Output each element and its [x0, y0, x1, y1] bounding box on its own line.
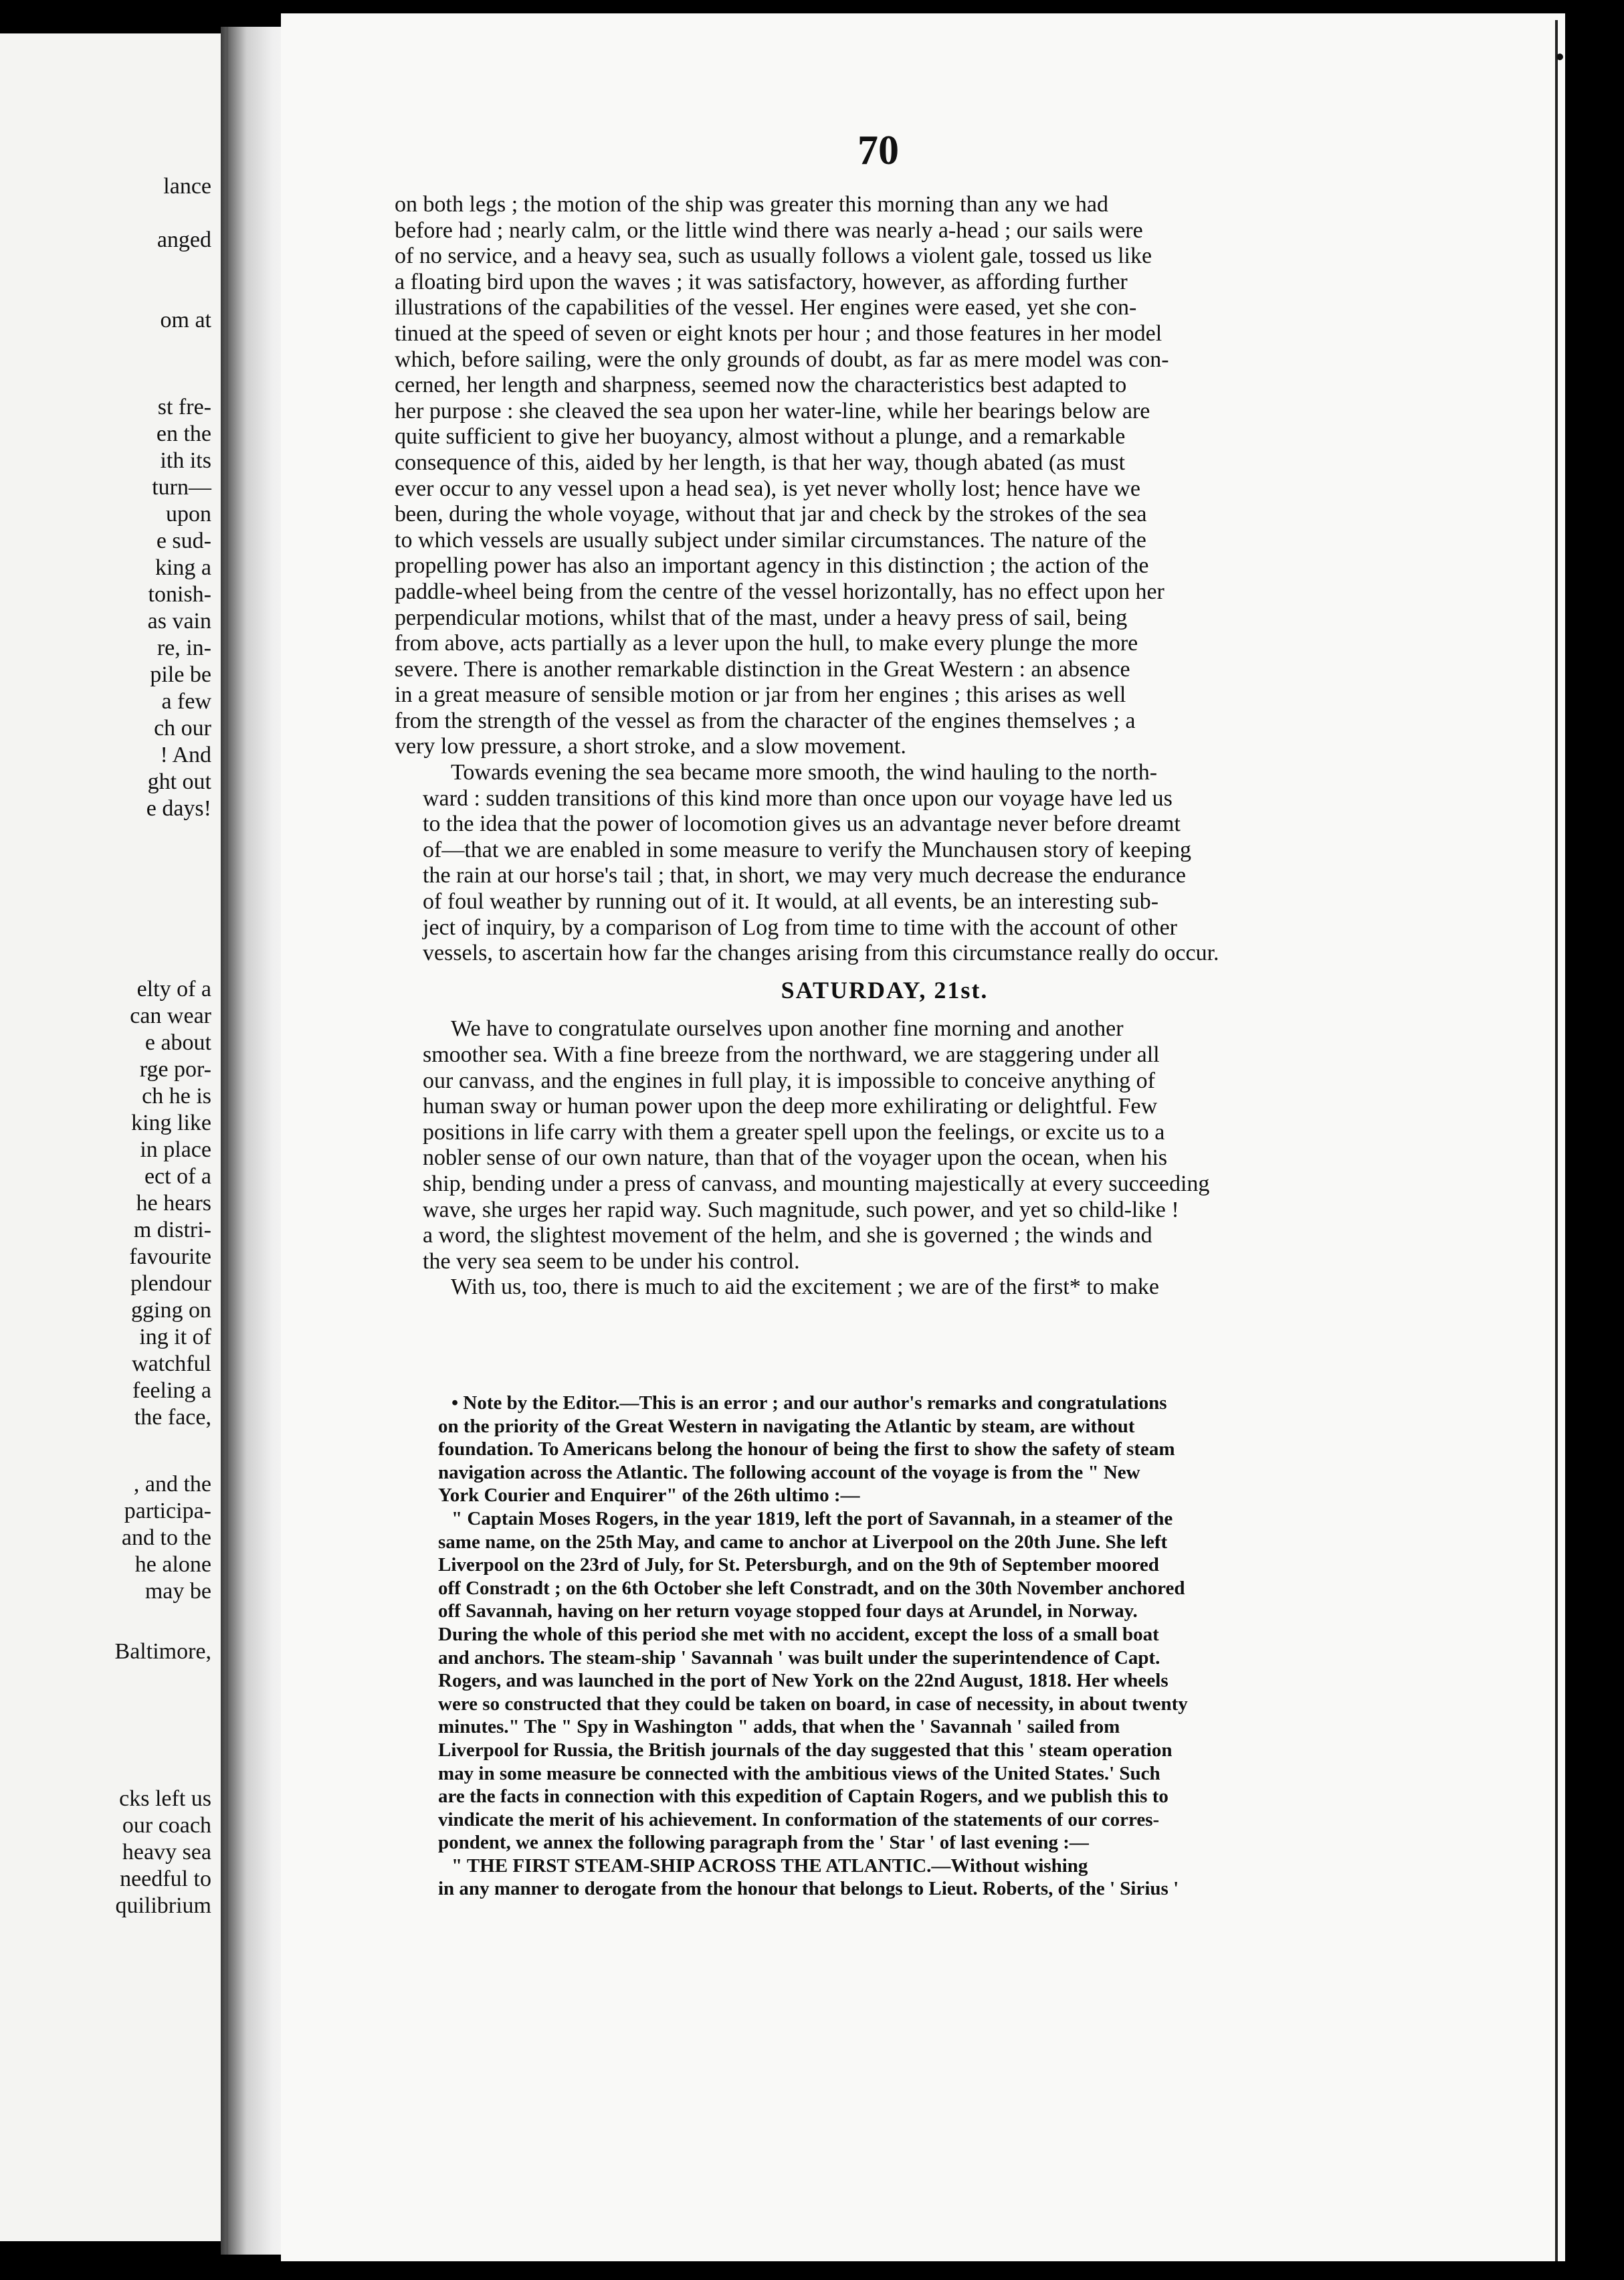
left-page-fragment: rge por- — [139, 1057, 211, 1082]
text-line: Towards evening the sea became more smooth, the wind hauling to the north- — [451, 760, 1158, 785]
paragraph-block-2 — [395, 1016, 1375, 1301]
text-line: human sway or human power upon the deep more exhilirating or delightful. Few — [423, 1094, 1158, 1119]
footnote-line: were so constructed that they could be taken on board, in case of necessity, in about twenty — [438, 1693, 1188, 1715]
text-line: from above, acts partially as a lever upon the hull, to make every plunge the more — [395, 631, 1138, 656]
left-page-fragment: quilibrium — [115, 1893, 211, 1918]
footnote-line: may in some measure be connected with the ambitious views of the United States.' Such — [438, 1762, 1160, 1784]
text-line: quite sufficient to give her buoyancy, almost without a plunge, and a remarkable — [395, 424, 1126, 450]
text-line: propelling power has also an important agency in this distinction ; the action of the — [395, 553, 1149, 579]
left-page-fragment: favourite — [129, 1244, 211, 1269]
left-page-fragment: ! And — [160, 743, 211, 767]
left-page-fragment: elty of a — [136, 977, 211, 1002]
text-line: ward : sudden transitions of this kind more than once upon our voyage have led us — [423, 785, 1173, 811]
left-page-fragment: en the — [156, 421, 211, 446]
text-line: of—that we are enabled in some measure to verify the Munchausen story of keeping — [423, 837, 1192, 862]
text-line: of foul weather by running out of it. It would, at all events, be an interesting sub- — [423, 889, 1159, 915]
left-page-fragment: upon — [166, 502, 211, 527]
left-page-fragment: he hears — [136, 1191, 211, 1216]
left-page-fragment: cks left us — [119, 1786, 211, 1811]
text-line: smoother sea. With a fine breeze from the northward, we are staggering under all — [423, 1042, 1160, 1067]
footnote-line: navigation across the Atlantic. The following account of the voyage is from the " New — [438, 1461, 1140, 1483]
text-line: in a great measure of sensible motion or jar from her engines ; this arises as well — [395, 682, 1126, 708]
text-line: before had ; nearly calm, or the little wind there was nearly a-head ; our sails were — [395, 217, 1143, 243]
left-page-fragment: participa- — [124, 1499, 211, 1523]
left-page-fragment: can wear — [130, 1004, 211, 1028]
text-line: nobler sense of our own nature, than that of the voyager upon the ocean, when his — [423, 1145, 1168, 1171]
text-line: a floating bird upon the waves ; it was satisfactory, however, as affording further — [395, 269, 1128, 294]
footnote-line: are the facts in connection with this expedition of Captain Rogers, and we publish this to — [438, 1786, 1169, 1808]
footnote-line: same name, on the 25th May, and came to anchor at Liverpool on the 20th June. She left — [438, 1531, 1168, 1553]
left-page-fragment: , and the — [133, 1472, 211, 1497]
left-page-fragment: and to the — [121, 1525, 211, 1550]
footnote-line: on the priority of the Great Western in navigating the Atlantic by steam, are without — [438, 1415, 1135, 1437]
left-page-fragment: in place — [140, 1137, 211, 1162]
footnote-line: Liverpool for Russia, the British journals of the day suggested that this ' steam operation — [438, 1739, 1173, 1761]
text-line: to which vessels are usually subject under similar circumstances. The nature of the — [395, 527, 1146, 553]
text-line: paddle-wheel being from the centre of the vessel horizontally, has no effect upon her — [395, 579, 1164, 604]
text-line: wave, she urges her rapid way. Such magnitude, such power, and yet so child-like ! — [423, 1197, 1179, 1222]
left-page-fragment: may be — [144, 1579, 211, 1604]
footnote-line: pondent, we annex the following paragraph from the ' Star ' of last evening :— — [438, 1832, 1089, 1854]
left-page-fragment: lance — [163, 174, 211, 199]
footnote-line: foundation. To Americans belong the honour of being the first to show the safety of steam — [438, 1438, 1175, 1460]
text-line: ject of inquiry, by a comparison of Log from time to time with the account of other — [423, 915, 1177, 940]
text-line: consequence of this, aided by her length, is that her way, though abated (as must — [395, 450, 1126, 475]
left-page-fragment: om at — [160, 308, 211, 332]
text-line: very low pressure, a short stroke, and a slow movement. — [395, 734, 906, 759]
footnote-line: in any manner to derogate from the honour that belongs to Lieut. Roberts, of the ' Sirius ' — [438, 1878, 1179, 1900]
text-line: the very sea seem to be under his control. — [423, 1248, 800, 1274]
left-page-fragment: ch our — [154, 716, 211, 741]
text-line: our canvass, and the engines in full play, it is impossible to conceive anything of — [423, 1068, 1156, 1093]
body-text — [395, 192, 1375, 1301]
section-heading: SATURDAY, 21st. — [781, 976, 989, 1004]
text-line: We have to congratulate ourselves upon another fine morning and another — [451, 1016, 1124, 1042]
left-page-fragment: Baltimore, — [114, 1639, 211, 1664]
left-page-fragment: e sud- — [156, 529, 211, 553]
left-page-fragment: anged — [157, 227, 211, 252]
footnote-line: • Note by the Editor.—This is an error ; and our author's remarks and congratulations — [451, 1392, 1167, 1414]
page-edge-rule — [1555, 20, 1558, 2261]
fold-shadow — [226, 27, 228, 2255]
left-page-fragment: our coach — [122, 1813, 211, 1838]
footnote-line: Liverpool on the 23rd of July, for St. Petersburgh, and on the 9th of September moored — [438, 1554, 1159, 1576]
left-page-fragment: st fre- — [157, 395, 211, 419]
text-line: tinued at the speed of seven or eight knots per hour ; and those features in her model — [395, 320, 1162, 346]
left-page-fragment: e about — [144, 1030, 211, 1055]
left-page-fragment: ch he is — [142, 1084, 211, 1109]
left-page-fragment: feeling a — [132, 1378, 211, 1403]
footnote-line: minutes." The " Spy in Washington " adds, that when the ' Savannah ' sailed from — [438, 1716, 1120, 1738]
footnote-line: off Constradt ; on the 6th October she left Constradt, and on the 30th November anchored — [438, 1577, 1185, 1599]
footnote-line: " Captain Moses Rogers, in the year 1819, left the port of Savannah, in a steamer of the — [451, 1507, 1173, 1529]
text-line: ever occur to any vessel upon a head sea), is yet never wholly lost; hence have we — [395, 476, 1140, 501]
paragraph — [395, 760, 1375, 967]
footnote-line: York Courier and Enquirer" of the 26th ultimo :— — [438, 1485, 860, 1507]
left-page-fragment: pile be — [150, 662, 211, 687]
text-line: cerned, her length and sharpness, seemed now the characteristics best adapted to — [395, 373, 1127, 398]
left-page-fragment: re, in- — [157, 636, 211, 660]
text-line: to the idea that the power of locomotion gives us an advantage never before dreamt — [423, 812, 1181, 837]
left-page-fragment: heavy sea — [122, 1840, 211, 1865]
text-line: the rain at our horse's tail ; that, in short, we may very much decrease the endurance — [423, 863, 1186, 888]
left-page-fragment: ing it of — [139, 1325, 211, 1349]
text-line: severe. There is another remarkable distinction in the Great Western : an absence — [395, 656, 1130, 682]
text-line: With us, too, there is much to aid the excitement ; we are of the first* to make — [451, 1274, 1159, 1300]
text-line: ship, bending under a press of canvass, and mounting majestically at every succeeding — [423, 1171, 1210, 1196]
left-page-fragment: he alone — [134, 1552, 211, 1577]
text-line: a word, the slightest movement of the helm, and she is governed ; the winds and — [423, 1223, 1152, 1248]
left-page-fragment: the face, — [134, 1405, 211, 1430]
text-line: illustrations of the capabilities of the vessel. Her engines were eased, yet she con- — [395, 295, 1137, 320]
left-page-fragment: ith its — [160, 448, 211, 473]
scan-speck — [1556, 54, 1563, 60]
left-page-fragment: watchful — [132, 1351, 211, 1376]
left-page-fragment: ect of a — [144, 1164, 211, 1189]
left-page-fragment: a few — [161, 689, 211, 714]
left-page-fragment: gging on — [131, 1298, 211, 1323]
text-line: which, before sailing, were the only grounds of doubt, as far as mere model was con- — [395, 347, 1169, 372]
footnote-line: and anchors. The steam-ship ' Savannah ' was built under the superintendence of Capt. — [438, 1646, 1160, 1669]
paragraph — [395, 192, 1375, 760]
text-line: from the strength of the vessel as from the character of the engines themselves ; a — [395, 708, 1136, 733]
left-page-fragment: king a — [155, 555, 211, 580]
paragraph-block-1 — [395, 192, 1375, 967]
footnote-line: During the whole of this period she met with no accident, except the loss of a small boat — [438, 1623, 1159, 1645]
text-line: of no service, and a heavy sea, such as usually follows a violent gale, tossed us like — [395, 244, 1152, 269]
footnote-line: vindicate the merit of his achievement. In conformation of the statements of our corres- — [438, 1808, 1160, 1830]
left-page-edge — [0, 33, 221, 2241]
left-page-fragment: ght out — [147, 769, 211, 794]
paragraph — [395, 1274, 1375, 1301]
left-page-fragment: m distri- — [133, 1218, 211, 1242]
left-page-fragment: turn— — [152, 475, 211, 500]
left-page-fragment: e days! — [146, 796, 211, 821]
left-page-fragment: as vain — [147, 609, 211, 634]
text-line: her purpose : she cleaved the sea upon her water-line, while her bearings below are — [395, 398, 1150, 423]
page-number: 70 — [857, 128, 899, 173]
left-page-fragment: king like — [131, 1111, 211, 1135]
text-line: positions in life carry with them a greater spell upon the feelings, or excite us to a — [423, 1119, 1165, 1145]
text-line: vessels, to ascertain how far the changes arising from this circumstance really do occur. — [423, 941, 1219, 966]
paragraph — [395, 1016, 1375, 1274]
editor-footnote — [438, 1392, 1408, 1901]
footnote-line: Rogers, and was launched in the port of New York on the 22nd August, 1818. Her wheels — [438, 1670, 1169, 1692]
footnote-line: " THE FIRST STEAM-SHIP ACROSS THE ATLANTIC.—Without wishing — [451, 1855, 1088, 1877]
footnote-line: off Savannah, having on her return voyage stopped four days at Arundel, in Norway. — [438, 1600, 1138, 1622]
text-line: on both legs ; the motion of the ship was greater this morning than any we had — [395, 192, 1109, 217]
text-line: perpendicular motions, whilst that of the mast, under a heavy press of sail, being — [395, 605, 1128, 630]
text-line: been, during the whole voyage, without that jar and check by the strokes of the sea — [395, 502, 1147, 527]
left-page-fragment: needful to — [120, 1867, 211, 1891]
left-page-fragment: tonish- — [148, 582, 211, 607]
left-page-fragment: plendour — [130, 1271, 211, 1296]
